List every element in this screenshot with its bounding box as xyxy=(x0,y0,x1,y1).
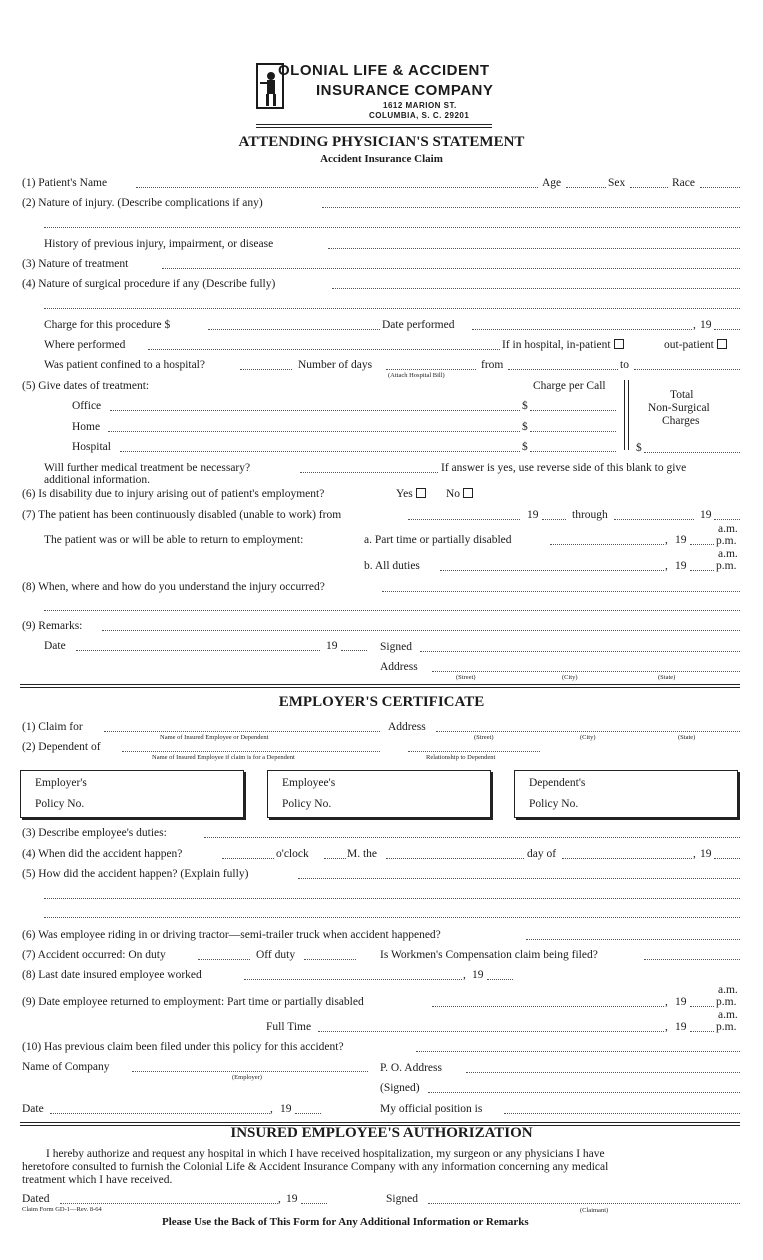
auth-signed-field[interactable] xyxy=(428,1203,740,1204)
part-time-a-year-field[interactable] xyxy=(690,544,714,545)
m-the-label: M. the xyxy=(347,848,378,860)
part-time-a-field[interactable] xyxy=(550,544,664,545)
dated-year-field[interactable] xyxy=(301,1203,327,1204)
emp-am-2: a.m. xyxy=(718,1009,738,1021)
q6-label: (6) Is disability due to injury arising out of patient's employment? xyxy=(22,488,325,500)
sex-label: Sex xyxy=(608,177,626,189)
in-patient-label xyxy=(502,338,624,352)
name-company-field[interactable] xyxy=(132,1071,368,1072)
claimant-caption: (Claimant) xyxy=(580,1207,609,1214)
claim-for-label: (1) Claim for xyxy=(22,721,83,733)
emp-am-1: a.m. xyxy=(718,984,738,996)
employer-date-year-field[interactable] xyxy=(295,1113,321,1114)
logo-line1: OLONIAL LIFE & ACCIDENT xyxy=(278,62,490,79)
full-time-year-field[interactable] xyxy=(690,1031,714,1032)
name-company-label: Name of Company xyxy=(22,1061,110,1073)
employer-policy-label-2: Policy No. xyxy=(35,798,85,810)
am-a: a.m. xyxy=(718,523,738,535)
sex-field[interactable] xyxy=(630,187,668,188)
disabled-from-year: 19 xyxy=(527,509,539,521)
office-label: Office xyxy=(72,400,102,412)
physician-address-field[interactable] xyxy=(432,671,740,672)
full-time-label: Full Time xyxy=(266,1021,312,1033)
full-time-field[interactable] xyxy=(318,1031,664,1032)
comma: , xyxy=(665,1021,668,1033)
charge-field[interactable] xyxy=(208,329,380,330)
nature-injury-field-2[interactable] xyxy=(44,227,740,228)
disabled-from-year-field[interactable] xyxy=(542,519,566,520)
employee-policy-label-2: Policy No. xyxy=(282,798,332,810)
returned-label: (9) Date employee returned to employment: Part time or partially disabled xyxy=(22,996,364,1008)
part-time-a-label: a. Part time or partially disabled xyxy=(364,534,512,546)
confined-label: Was patient confined to a hospital? xyxy=(44,359,205,371)
po-address-label: P. O. Address xyxy=(380,1062,442,1074)
all-duties-b-field[interactable] xyxy=(440,570,664,571)
from-label: from xyxy=(481,359,504,371)
no-checkbox[interactable] xyxy=(463,488,473,498)
in-patient-checkbox[interactable] xyxy=(614,339,624,349)
physician-date-label: Date xyxy=(44,640,66,652)
physician-subtitle: Accident Insurance Claim xyxy=(320,153,443,165)
tractor-label: (6) Was employee riding in or driving tractor—semi-trailer truck when accident happened? xyxy=(22,929,441,941)
confined-field[interactable] xyxy=(240,369,292,370)
dates-treatment-label: (5) Give dates of treatment: xyxy=(22,380,150,392)
day-of-label: day of xyxy=(527,848,557,860)
emp-pm-2: p.m. xyxy=(716,1021,737,1033)
race-field[interactable] xyxy=(700,187,740,188)
accident-day-field[interactable] xyxy=(386,858,524,859)
employer-caption: (Employer) xyxy=(232,1074,262,1081)
further-label: Will further medical treatment be necessary? xyxy=(44,462,251,474)
employee-policy-label-1: Employee's xyxy=(282,777,336,789)
employer-policy-label-1: Employer's xyxy=(35,777,87,789)
yes-text: Yes xyxy=(396,488,413,500)
through-label: through xyxy=(572,509,608,521)
comma: , xyxy=(278,1193,281,1205)
if-yes-label: If answer is yes, use reverse side of this blank to give xyxy=(441,462,687,474)
footer-note: Please Use the Back of This Form for Any Additional Information or Remarks xyxy=(162,1216,529,1228)
all-duties-b-year-field[interactable] xyxy=(690,570,714,571)
dependent-of-label: (2) Dependent of xyxy=(22,741,101,753)
employer-signed-field[interactable] xyxy=(428,1092,740,1093)
physician-signed-label: Signed xyxy=(380,641,412,653)
q8-field-2[interactable] xyxy=(44,610,740,611)
patient-name-label: (1) Patient's Name xyxy=(22,177,108,189)
off-duty-label: Off duty xyxy=(256,949,296,961)
company-logo xyxy=(256,60,506,126)
ampm-field[interactable] xyxy=(324,858,346,859)
relationship-caption: Relationship to Dependent xyxy=(426,754,496,761)
nature-treatment-label: (3) Nature of treatment xyxy=(22,258,129,270)
employer-policy-box[interactable] xyxy=(20,770,244,818)
claim-for-caption: Name of Insured Employee or Dependent xyxy=(160,734,269,741)
q6-yes xyxy=(396,487,426,501)
dependent-policy-box[interactable] xyxy=(514,770,738,818)
physician-date-field[interactable] xyxy=(76,650,320,651)
returned-part-year-field[interactable] xyxy=(690,1006,714,1007)
home-label: Home xyxy=(72,421,101,433)
charges-label: Charges xyxy=(662,415,700,427)
physician-city-caption: (City) xyxy=(562,674,578,681)
logo-street: 1612 MARION ST. xyxy=(383,101,457,110)
hospital-label: Hospital xyxy=(72,441,111,453)
nature-injury-label: (2) Nature of injury. (Describe complications if any) xyxy=(22,197,263,209)
form-number: Claim Form GD-1—Rev. 8-64 xyxy=(22,1206,102,1213)
how-field-3[interactable] xyxy=(44,917,740,918)
hospital-charge-field[interactable] xyxy=(530,451,616,452)
out-patient-text: out-patient xyxy=(664,339,714,351)
dependent-policy-label-1: Dependent's xyxy=(529,777,586,789)
home-field[interactable] xyxy=(108,431,520,432)
charge-label: Charge for this procedure $ xyxy=(44,319,171,331)
on-duty-label: (7) Accident occurred: On duty xyxy=(22,949,166,961)
history-field[interactable] xyxy=(328,248,740,249)
divider xyxy=(256,124,492,128)
employer-date-year: 19 xyxy=(280,1103,292,1115)
employer-signed-label: (Signed) xyxy=(380,1082,420,1094)
emp-pm-1: p.m. xyxy=(716,996,737,1008)
comma: , xyxy=(665,560,668,572)
q6-no xyxy=(446,487,473,501)
hospital-field[interactable] xyxy=(120,451,520,452)
authorization-title: INSURED EMPLOYEE'S AUTHORIZATION xyxy=(230,1125,533,1141)
total-divider xyxy=(624,380,629,450)
last-worked-label: (8) Last date insured employee worked xyxy=(22,969,202,981)
tractor-field[interactable] xyxy=(526,939,740,940)
q8-label: (8) When, where and how do you understand the injury occurred? xyxy=(22,581,325,593)
through-year: 19 xyxy=(700,509,712,521)
dependent-of-caption: Name of Insured Employee if claim is for a Dependent xyxy=(152,754,295,761)
remarks-field[interactable] xyxy=(102,630,740,631)
yes-checkbox[interactable] xyxy=(416,488,426,498)
further-field[interactable] xyxy=(300,472,438,473)
returned-part-year: 19 xyxy=(675,996,687,1008)
logo-line2: INSURANCE COMPANY xyxy=(316,82,494,99)
comma: , xyxy=(665,996,668,1008)
nature-injury-field[interactable] xyxy=(322,207,740,208)
how-field[interactable] xyxy=(298,878,740,879)
q7-label: (7) The patient has been continuously disabled (unable to work) from xyxy=(22,509,342,521)
dated-field[interactable] xyxy=(60,1203,278,1204)
office-field[interactable] xyxy=(110,410,520,411)
logo-city: COLUMBIA, S. C. 29201 xyxy=(369,111,470,120)
nature-treatment-field[interactable] xyxy=(162,268,740,269)
attach-caption: (Attach Hospital Bill) xyxy=(388,372,445,379)
where-field[interactable] xyxy=(148,349,500,350)
emp-street-caption: (Street) xyxy=(474,734,494,741)
employer-address-field[interactable] xyxy=(436,731,740,732)
physician-state-caption: (State) xyxy=(658,674,676,681)
num-days-label: Number of days xyxy=(298,359,373,371)
employee-policy-box[interactable] xyxy=(267,770,491,818)
relationship-field[interactable] xyxy=(408,751,540,752)
comma: , xyxy=(463,969,466,981)
physician-signed-field[interactable] xyxy=(420,651,740,652)
dated-label: Dated xyxy=(22,1193,50,1205)
comma: , xyxy=(270,1103,273,1115)
surgical-field[interactable] xyxy=(332,288,740,289)
q8-field[interactable] xyxy=(382,591,740,592)
surgical-field-2[interactable] xyxy=(44,308,740,309)
in-patient-text: If in hospital, in-patient xyxy=(502,339,611,351)
num-days-field[interactable] xyxy=(386,369,476,370)
po-address-field[interactable] xyxy=(466,1072,740,1073)
how-field-2[interactable] xyxy=(44,898,740,899)
returned-part-field[interactable] xyxy=(432,1006,664,1007)
part-time-a-year: 19 xyxy=(675,534,687,546)
physician-date-year: 19 xyxy=(326,640,338,652)
comma: , xyxy=(665,534,668,546)
charge-per-call-label: Charge per Call xyxy=(533,380,606,392)
emp-state-caption: (State) xyxy=(678,734,696,741)
accident-time-field[interactable] xyxy=(222,858,274,859)
comma: , xyxy=(693,848,696,860)
workmens-field[interactable] xyxy=(644,959,740,960)
physician-address-label: Address xyxy=(380,661,418,673)
pm-a: p.m. xyxy=(716,535,737,547)
total-field[interactable] xyxy=(644,452,740,453)
employer-address-label: Address xyxy=(388,721,426,733)
patient-name-field[interactable] xyxy=(136,187,538,188)
full-time-year: 19 xyxy=(675,1021,687,1033)
pm-b: p.m. xyxy=(716,560,737,572)
out-patient-label xyxy=(664,338,727,352)
date-performed-label: Date performed xyxy=(382,319,455,331)
physician-date-year-field[interactable] xyxy=(341,650,367,651)
remarks-label: (9) Remarks: xyxy=(22,620,83,632)
auth-signed-label: Signed xyxy=(386,1193,418,1205)
out-patient-checkbox[interactable] xyxy=(717,339,727,349)
through-year-field[interactable] xyxy=(714,519,740,520)
auth-line-1: I hereby authorize and request any hospital in which I have received hospitalization, my surgeon or any physicians I have xyxy=(46,1148,605,1160)
age-field[interactable] xyxy=(566,187,606,188)
previous-claim-field[interactable] xyxy=(416,1051,740,1052)
previous-claim-label: (10) Has previous claim been filed under this policy for this accident? xyxy=(22,1041,344,1053)
duties-label: (3) Describe employee's duties: xyxy=(22,827,167,839)
dependent-of-field[interactable] xyxy=(122,751,380,752)
disabled-from-field[interactable] xyxy=(408,519,520,520)
non-surgical-label: Non-Surgical xyxy=(648,402,710,414)
accident-year: 19 xyxy=(700,848,712,860)
through-field[interactable] xyxy=(614,519,694,520)
off-duty-field[interactable] xyxy=(304,959,356,960)
total-label: Total xyxy=(670,389,694,401)
surgical-label: (4) Nature of surgical procedure if any (Describe fully) xyxy=(22,278,276,290)
total-dollar: $ xyxy=(636,442,642,454)
hospital-dollar: $ xyxy=(522,441,528,453)
race-label: Race xyxy=(672,177,695,189)
official-label: My official position is xyxy=(380,1103,483,1115)
employer-date-field[interactable] xyxy=(50,1113,270,1114)
accident-year-field[interactable] xyxy=(714,858,740,859)
from-field[interactable] xyxy=(508,369,618,370)
am-b: a.m. xyxy=(718,548,738,560)
office-dollar: $ xyxy=(522,400,528,412)
on-duty-field[interactable] xyxy=(198,959,250,960)
comma: , xyxy=(693,319,696,331)
auth-line-3: treatment which I have received. xyxy=(22,1174,173,1186)
all-duties-b-year: 19 xyxy=(675,560,687,572)
date-performed-year-label: 19 xyxy=(700,319,712,331)
office-charge-field[interactable] xyxy=(530,410,616,411)
history-label: History of previous injury, impairment, or disease xyxy=(44,238,274,250)
return-label: The patient was or will be able to return to employment: xyxy=(44,534,304,546)
last-worked-year-field[interactable] xyxy=(487,979,513,980)
dated-year: 19 xyxy=(286,1193,298,1205)
to-field[interactable] xyxy=(634,369,740,370)
age-label: Age xyxy=(542,177,562,189)
accident-when-label: (4) When did the accident happen? xyxy=(22,848,183,860)
emp-city-caption: (City) xyxy=(580,734,596,741)
date-performed-field[interactable] xyxy=(472,329,692,330)
additional-label: additional information. xyxy=(44,474,151,486)
to-label: to xyxy=(620,359,629,371)
home-dollar: $ xyxy=(522,421,528,433)
accident-month-field[interactable] xyxy=(562,858,692,859)
home-charge-field[interactable] xyxy=(530,431,616,432)
official-field[interactable] xyxy=(504,1113,740,1114)
where-label: Where performed xyxy=(44,339,126,351)
auth-line-2: heretofore consulted to furnish the Colonial Life & Accident Insurance Company with any information concerning any medical xyxy=(22,1161,609,1173)
all-duties-b-label: b. All duties xyxy=(364,560,420,572)
date-performed-year-field[interactable] xyxy=(714,329,740,330)
duties-field[interactable] xyxy=(204,837,740,838)
last-worked-year: 19 xyxy=(472,969,484,981)
physician-title: ATTENDING PHYSICIAN'S STATEMENT xyxy=(238,134,525,150)
last-worked-field[interactable] xyxy=(244,979,462,980)
employer-title: EMPLOYER'S CERTIFICATE xyxy=(278,694,485,710)
claim-for-field[interactable] xyxy=(104,731,380,732)
oclock-label: o'clock xyxy=(276,848,309,860)
employer-date-label: Date xyxy=(22,1103,44,1115)
section-divider xyxy=(20,684,740,688)
how-label: (5) How did the accident happen? (Explain fully) xyxy=(22,868,249,880)
workmens-label: Is Workmen's Compensation claim being filed? xyxy=(380,949,598,961)
dependent-policy-label-2: Policy No. xyxy=(529,798,579,810)
no-text: No xyxy=(446,488,461,500)
physician-street-caption: (Street) xyxy=(456,674,476,681)
